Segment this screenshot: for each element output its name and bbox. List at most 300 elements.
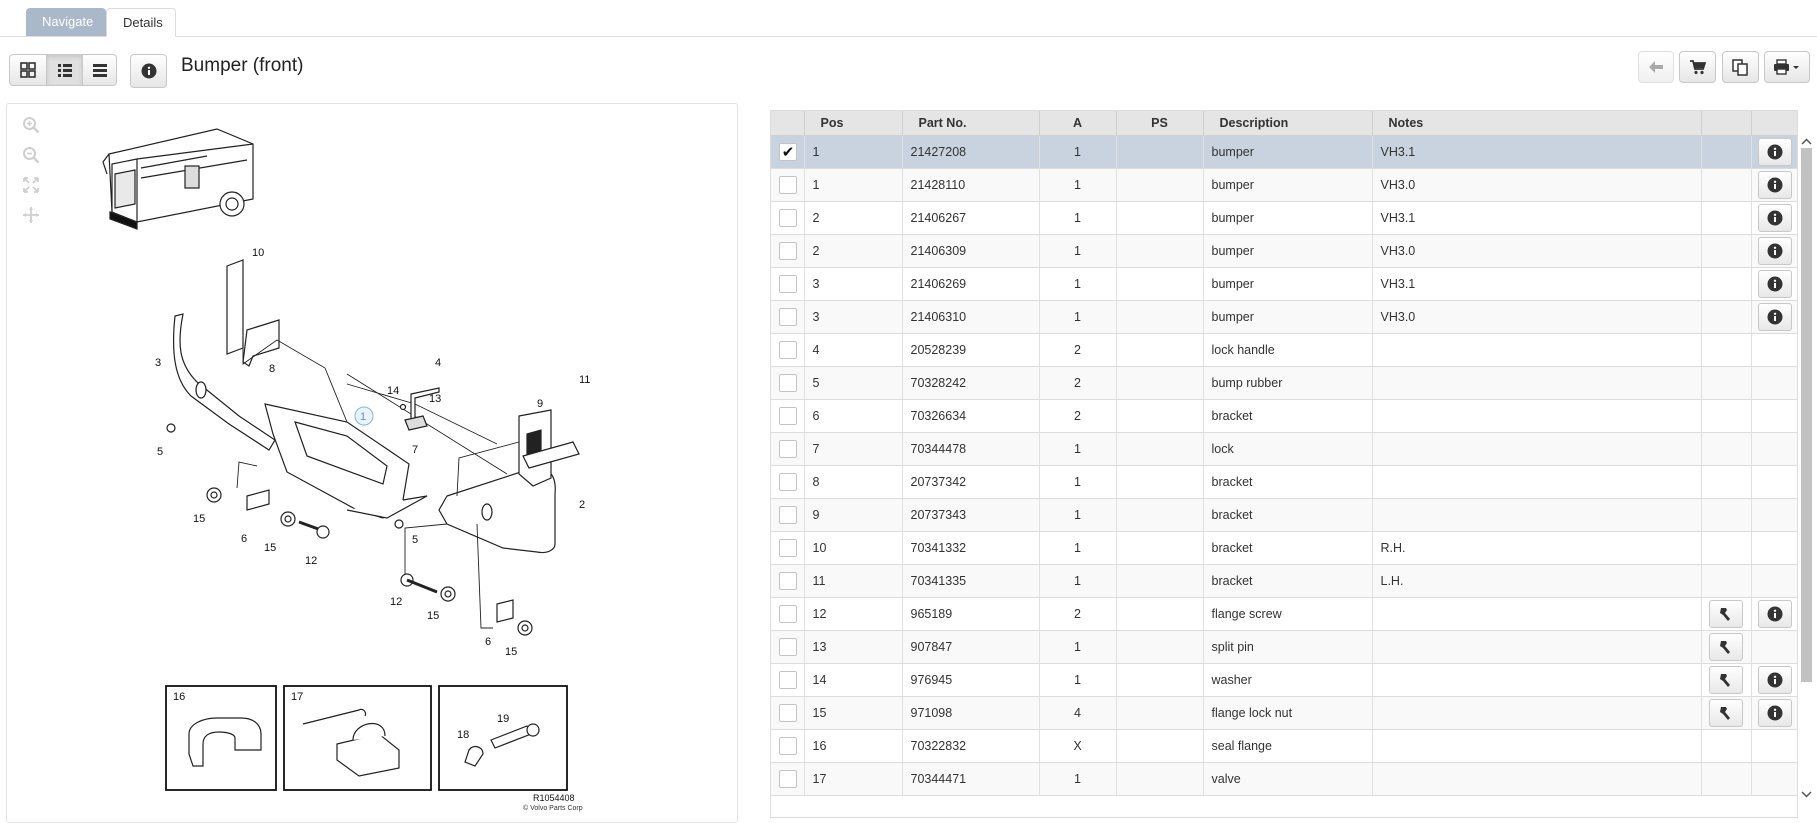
cell-tool	[1701, 136, 1751, 169]
callout-label[interactable]: 11	[579, 374, 591, 386]
page-title: Bumper (front)	[181, 55, 304, 76]
row-select-cell	[771, 631, 804, 664]
row-select-cell	[771, 499, 804, 532]
row-checkbox[interactable]	[779, 440, 797, 458]
cell-info	[1751, 631, 1798, 664]
row-checkbox[interactable]	[779, 638, 797, 656]
row-checkbox[interactable]	[779, 704, 797, 722]
cell-ps	[1116, 334, 1203, 367]
row-checkbox[interactable]	[779, 275, 797, 293]
wrench-icon	[1718, 639, 1734, 655]
cell-pos: 14	[804, 664, 902, 697]
cell-ps	[1116, 532, 1203, 565]
row-select-cell	[771, 565, 804, 598]
cell-description: split pin	[1203, 631, 1372, 664]
row-info-button[interactable]	[1758, 270, 1792, 298]
cell-a: X	[1039, 730, 1116, 763]
cell-tool	[1701, 433, 1751, 466]
table-row[interactable]	[771, 433, 1798, 466]
cell-pos: 3	[804, 301, 902, 334]
table-row[interactable]	[771, 235, 1798, 268]
cell-info	[1751, 136, 1798, 169]
cell-description: bumper	[1203, 136, 1372, 169]
info-icon	[1767, 309, 1783, 325]
center-bumper-part	[265, 404, 427, 518]
row-select-cell	[771, 367, 804, 400]
cell-part-no: 20528239	[902, 334, 1039, 367]
cell-notes: VH3.1	[1372, 136, 1701, 169]
parts-table	[771, 111, 1798, 796]
cell-description: flange lock nut	[1203, 697, 1372, 730]
cell-a: 1	[1039, 268, 1116, 301]
cell-notes	[1372, 499, 1701, 532]
row-select-cell	[771, 235, 804, 268]
cell-part-no: 21428110	[902, 169, 1039, 202]
scroll-up-icon[interactable]	[1798, 136, 1815, 148]
table-row[interactable]	[771, 598, 1798, 631]
wrench-icon	[1718, 705, 1734, 721]
cell-description: bumper	[1203, 301, 1372, 334]
cell-pos: 11	[804, 565, 902, 598]
row-info-button[interactable]	[1758, 600, 1792, 628]
row-info-button[interactable]	[1758, 666, 1792, 694]
cell-tool	[1701, 763, 1751, 796]
cell-a: 1	[1039, 136, 1116, 169]
cell-part-no: 965189	[902, 598, 1039, 631]
cell-pos: 8	[804, 466, 902, 499]
cell-info	[1751, 598, 1798, 631]
row-select-cell	[771, 301, 804, 334]
row-select-cell	[771, 268, 804, 301]
cell-part-no: 20737342	[902, 466, 1039, 499]
inset-label: 17	[291, 691, 304, 703]
tool-button[interactable]	[1709, 600, 1743, 628]
callout-label[interactable]: 9	[537, 398, 544, 410]
cell-pos: 2	[804, 202, 902, 235]
cell-pos: 13	[804, 631, 902, 664]
cell-notes: VH3.0	[1372, 235, 1701, 268]
info-icon	[1767, 210, 1783, 226]
cell-a: 1	[1039, 565, 1116, 598]
cell-info	[1751, 202, 1798, 235]
cell-notes	[1372, 697, 1701, 730]
scroll-thumb[interactable]	[1801, 148, 1812, 682]
cell-description: bracket	[1203, 532, 1372, 565]
cell-notes	[1372, 730, 1701, 763]
table-row[interactable]	[771, 763, 1798, 796]
cell-info	[1751, 169, 1798, 202]
row-checkbox[interactable]	[779, 671, 797, 689]
table-row[interactable]	[771, 334, 1798, 367]
cell-a: 1	[1039, 631, 1116, 664]
cell-description: bumper	[1203, 202, 1372, 235]
table-row[interactable]	[771, 466, 1798, 499]
cell-ps	[1116, 499, 1203, 532]
row-info-button[interactable]	[1758, 138, 1792, 166]
cell-info	[1751, 301, 1798, 334]
row-checkbox[interactable]	[779, 341, 797, 359]
cell-tool	[1701, 400, 1751, 433]
cell-ps	[1116, 763, 1203, 796]
grid-view-icon	[20, 62, 36, 78]
row-select-cell	[771, 664, 804, 697]
tool-button[interactable]	[1709, 699, 1743, 727]
back-arrow-icon	[1648, 60, 1664, 74]
info-icon	[1767, 243, 1783, 259]
cell-a: 1	[1039, 532, 1116, 565]
cell-description: bump rubber	[1203, 367, 1372, 400]
cell-a: 2	[1039, 598, 1116, 631]
cell-part-no: 21427208	[902, 136, 1039, 169]
column-header-pos[interactable]: Pos	[804, 111, 902, 136]
row-select-cell	[771, 730, 804, 763]
callout-label[interactable]: 15	[264, 542, 277, 554]
table-row[interactable]	[771, 532, 1798, 565]
callout-label[interactable]: 6	[241, 533, 248, 545]
callout-label[interactable]: 15	[505, 646, 518, 658]
row-info-button[interactable]	[1758, 699, 1792, 727]
print-button[interactable]	[1764, 51, 1810, 83]
cell-description: valve	[1203, 763, 1372, 796]
info-icon	[1767, 606, 1783, 622]
cell-part-no: 21406309	[902, 235, 1039, 268]
row-checkbox[interactable]	[779, 242, 797, 260]
inset-label: 16	[173, 691, 186, 703]
cell-a: 1	[1039, 466, 1116, 499]
cell-tool	[1701, 499, 1751, 532]
cell-info	[1751, 532, 1798, 565]
cell-pos: 6	[804, 400, 902, 433]
row-checkbox[interactable]	[779, 605, 797, 623]
row-checkbox[interactable]	[779, 572, 797, 590]
scroll-down-icon[interactable]	[1798, 788, 1815, 800]
callout-label[interactable]: 3	[155, 357, 162, 369]
cell-description: lock	[1203, 433, 1372, 466]
cell-part-no: 70328242	[902, 367, 1039, 400]
cell-description: lock handle	[1203, 334, 1372, 367]
cell-info	[1751, 466, 1798, 499]
cell-pos: 7	[804, 433, 902, 466]
info-column-header	[1751, 111, 1798, 136]
cell-info	[1751, 499, 1798, 532]
row-checkbox[interactable]	[779, 374, 797, 392]
cell-a: 2	[1039, 367, 1116, 400]
cell-pos: 17	[804, 763, 902, 796]
callout-label[interactable]: 2	[579, 499, 586, 511]
row-select-cell	[771, 433, 804, 466]
cell-part-no: 21406310	[902, 301, 1039, 334]
callout-label[interactable]: 5	[157, 446, 164, 458]
cell-tool	[1701, 697, 1751, 730]
cell-ps	[1116, 565, 1203, 598]
row-checkbox[interactable]	[779, 506, 797, 524]
table-row[interactable]	[771, 565, 1798, 598]
row-checkbox[interactable]	[779, 473, 797, 491]
cell-description: bracket	[1203, 466, 1372, 499]
cell-description: bumper	[1203, 235, 1372, 268]
cell-part-no: 907847	[902, 631, 1039, 664]
cell-part-no: 70344471	[902, 763, 1039, 796]
parts-table-wrapper	[770, 110, 1798, 818]
tool-button[interactable]	[1709, 633, 1743, 661]
cell-pos: 12	[804, 598, 902, 631]
cell-pos: 5	[804, 367, 902, 400]
cell-description: bumper	[1203, 169, 1372, 202]
tab-bar	[0, 0, 1817, 37]
cell-tool	[1701, 202, 1751, 235]
cell-tool	[1701, 169, 1751, 202]
cell-tool	[1701, 631, 1751, 664]
cell-notes	[1372, 631, 1701, 664]
tab-navigate[interactable]: Navigate	[26, 8, 106, 36]
row-checkbox[interactable]	[779, 176, 797, 194]
cell-tool	[1701, 301, 1751, 334]
table-row[interactable]	[771, 400, 1798, 433]
callout-label[interactable]: 6	[485, 636, 492, 648]
callout-label[interactable]: 14	[387, 385, 400, 397]
list-view-icon	[57, 62, 73, 78]
cell-a: 1	[1039, 433, 1116, 466]
cell-a: 1	[1039, 169, 1116, 202]
cell-ps	[1116, 169, 1203, 202]
grid-view-button[interactable]	[9, 54, 47, 86]
wrench-icon	[1718, 606, 1734, 622]
cell-a: 2	[1039, 400, 1116, 433]
row-checkbox[interactable]	[779, 308, 797, 326]
table-row[interactable]	[771, 697, 1798, 730]
callout-label[interactable]: 10	[252, 247, 265, 259]
row-checkbox[interactable]	[779, 737, 797, 755]
info-icon	[1767, 705, 1783, 721]
row-checkbox[interactable]	[779, 539, 797, 557]
cell-ps	[1116, 136, 1203, 169]
cell-pos: 9	[804, 499, 902, 532]
drawing-copyright: © Volvo Parts Corp	[523, 805, 583, 812]
row-select-cell	[771, 136, 804, 169]
cell-tool	[1701, 598, 1751, 631]
tool-button[interactable]	[1709, 666, 1743, 694]
column-header-ps[interactable]: PS	[1116, 111, 1203, 136]
table-row[interactable]	[771, 268, 1798, 301]
cell-ps	[1116, 664, 1203, 697]
cell-pos: 1	[804, 136, 902, 169]
tool-column-header	[1701, 111, 1751, 136]
row-select-cell	[771, 169, 804, 202]
row-select-cell	[771, 202, 804, 235]
cell-part-no: 20737343	[902, 499, 1039, 532]
callout-label[interactable]: 15	[193, 513, 206, 525]
cell-notes	[1372, 664, 1701, 697]
cell-notes	[1372, 334, 1701, 367]
table-row[interactable]	[771, 136, 1798, 169]
callout-label[interactable]: 1	[360, 411, 367, 423]
menu-view-button[interactable]	[82, 54, 117, 86]
cell-pos: 2	[804, 235, 902, 268]
row-select-cell	[771, 697, 804, 730]
cell-notes	[1372, 367, 1701, 400]
row-select-cell	[771, 763, 804, 796]
exploded-view-panel[interactable]	[6, 103, 738, 823]
cart-button[interactable]	[1679, 51, 1716, 83]
cell-info	[1751, 730, 1798, 763]
copy-icon	[1732, 59, 1749, 76]
cell-tool	[1701, 367, 1751, 400]
print-icon	[1773, 59, 1801, 75]
cell-info	[1751, 565, 1798, 598]
table-row[interactable]	[771, 202, 1798, 235]
cell-ps	[1116, 268, 1203, 301]
cell-ps	[1116, 400, 1203, 433]
tab-details[interactable]: Details	[106, 8, 176, 37]
cell-part-no: 21406267	[902, 202, 1039, 235]
table-row[interactable]	[771, 301, 1798, 334]
callout-label[interactable]: 13	[429, 393, 442, 405]
cell-a: 1	[1039, 301, 1116, 334]
row-info-button[interactable]	[1758, 237, 1792, 265]
cell-tool	[1701, 730, 1751, 763]
cell-tool	[1701, 334, 1751, 367]
cell-tool	[1701, 268, 1751, 301]
cell-description: seal flange	[1203, 730, 1372, 763]
cell-a: 1	[1039, 202, 1116, 235]
inset-label: 19	[497, 713, 510, 725]
column-header-description[interactable]: Description	[1203, 111, 1372, 136]
cell-ps	[1116, 631, 1203, 664]
cell-info	[1751, 235, 1798, 268]
column-header-a[interactable]: A	[1039, 111, 1116, 136]
cell-ps	[1116, 367, 1203, 400]
info-icon	[1767, 177, 1783, 193]
callout-label[interactable]: 12	[390, 596, 403, 608]
cell-ps	[1116, 697, 1203, 730]
callout-label[interactable]: 8	[269, 363, 276, 375]
table-row[interactable]	[771, 631, 1798, 664]
cell-tool	[1701, 532, 1751, 565]
cell-part-no: 976945	[902, 664, 1039, 697]
row-checkbox[interactable]	[779, 407, 797, 425]
cell-ps	[1116, 466, 1203, 499]
cell-description: bracket	[1203, 400, 1372, 433]
row-select-cell	[771, 598, 804, 631]
cell-notes: VH3.0	[1372, 301, 1701, 334]
cell-part-no: 70344478	[902, 433, 1039, 466]
cell-info	[1751, 400, 1798, 433]
cell-description: bracket	[1203, 565, 1372, 598]
cell-notes: VH3.1	[1372, 202, 1701, 235]
cell-info	[1751, 697, 1798, 730]
cell-pos: 16	[804, 730, 902, 763]
table-scrollbar[interactable]	[1798, 136, 1815, 804]
cell-a: 4	[1039, 697, 1116, 730]
cell-info	[1751, 664, 1798, 697]
table-row[interactable]	[771, 367, 1798, 400]
row-checkbox[interactable]	[779, 209, 797, 227]
cell-description: bracket	[1203, 499, 1372, 532]
row-info-button[interactable]	[1758, 303, 1792, 331]
cell-a: 2	[1039, 334, 1116, 367]
select-column-header	[771, 111, 804, 136]
info-button[interactable]	[130, 54, 167, 88]
cell-notes	[1372, 400, 1701, 433]
callout-label[interactable]: 4	[435, 357, 442, 369]
cell-notes: L.H.	[1372, 565, 1701, 598]
cell-pos: 4	[804, 334, 902, 367]
row-info-button[interactable]	[1758, 204, 1792, 232]
info-icon	[1767, 276, 1783, 292]
callout-label[interactable]: 7	[412, 444, 419, 456]
row-select-cell	[771, 400, 804, 433]
cell-notes	[1372, 433, 1701, 466]
info-icon	[1767, 144, 1783, 160]
cell-description: flange screw	[1203, 598, 1372, 631]
cell-tool	[1701, 565, 1751, 598]
cell-ps	[1116, 598, 1203, 631]
cell-tool	[1701, 235, 1751, 268]
cell-notes: VH3.1	[1372, 268, 1701, 301]
cell-ps	[1116, 235, 1203, 268]
cell-info	[1751, 763, 1798, 796]
column-header-notes[interactable]: Notes	[1372, 111, 1701, 136]
callout-label[interactable]: 12	[305, 555, 318, 567]
row-checkbox[interactable]: ✔	[779, 143, 797, 161]
drawing-ref: R1054408	[533, 793, 575, 803]
inset-parts	[189, 709, 539, 776]
cell-info	[1751, 268, 1798, 301]
cell-description: washer	[1203, 664, 1372, 697]
table-row[interactable]	[771, 499, 1798, 532]
callout-label[interactable]: 5	[412, 534, 419, 546]
cell-info	[1751, 367, 1798, 400]
copy-button[interactable]	[1722, 51, 1759, 83]
cell-ps	[1116, 433, 1203, 466]
info-icon	[141, 63, 157, 79]
callout-label[interactable]: 15	[427, 610, 440, 622]
row-checkbox[interactable]	[779, 770, 797, 788]
cart-icon	[1689, 60, 1706, 75]
back-button[interactable]	[1638, 51, 1674, 83]
table-row[interactable]	[771, 730, 1798, 763]
row-info-button[interactable]	[1758, 171, 1792, 199]
cell-pos: 3	[804, 268, 902, 301]
info-icon	[1767, 672, 1783, 688]
cell-ps	[1116, 730, 1203, 763]
cell-notes	[1372, 763, 1701, 796]
table-row[interactable]	[771, 169, 1798, 202]
cell-a: 1	[1039, 235, 1116, 268]
cell-notes: VH3.0	[1372, 169, 1701, 202]
list-view-button[interactable]	[46, 54, 83, 86]
cell-pos: 10	[804, 532, 902, 565]
cell-part-no: 70341335	[902, 565, 1039, 598]
cell-part-no: 70341332	[902, 532, 1039, 565]
cell-a: 1	[1039, 664, 1116, 697]
cell-part-no: 971098	[902, 697, 1039, 730]
cell-tool	[1701, 664, 1751, 697]
exploded-diagram	[7, 104, 737, 820]
menu-view-icon	[92, 62, 108, 78]
cell-pos: 1	[804, 169, 902, 202]
row-select-cell	[771, 334, 804, 367]
cell-tool	[1701, 466, 1751, 499]
cell-ps	[1116, 301, 1203, 334]
column-header-part-no[interactable]: Part No.	[902, 111, 1039, 136]
cell-part-no: 70322832	[902, 730, 1039, 763]
table-row[interactable]	[771, 664, 1798, 697]
cell-pos: 15	[804, 697, 902, 730]
cell-a: 1	[1039, 763, 1116, 796]
bus-thumbnail	[103, 129, 253, 229]
cell-description: bumper	[1203, 268, 1372, 301]
